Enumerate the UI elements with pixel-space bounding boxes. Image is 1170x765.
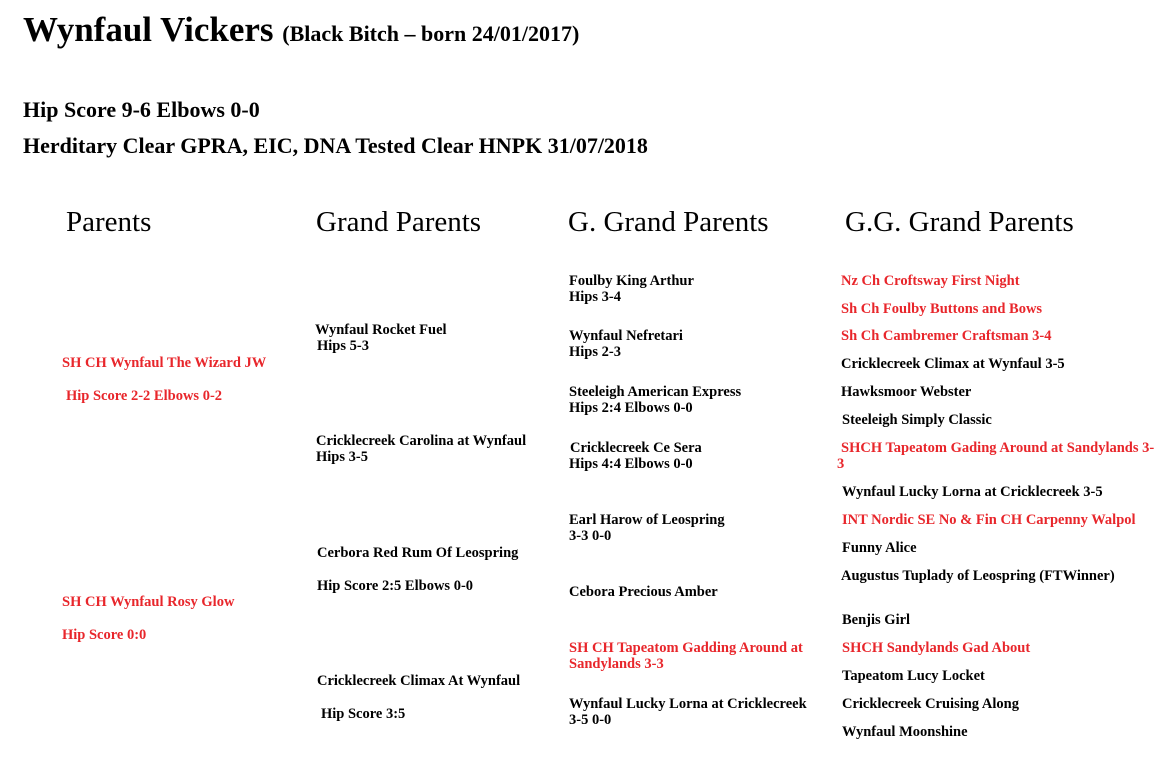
g-grand-parent-1 xyxy=(569,273,694,305)
g-grand-parent-name: Cricklecreek Ce Sera xyxy=(570,440,702,456)
gg-grand-parent-2: Sh Ch Foulby Buttons and Bows xyxy=(841,301,1043,317)
parent-dam-name: SH CH Wynfaul Rosy Glow xyxy=(62,594,235,610)
page-title xyxy=(23,10,579,50)
grand-parent-name: Wynfaul Rocket Fuel xyxy=(315,322,447,338)
gg-grand-parent-6: Steeleigh Simply Classic xyxy=(842,412,992,428)
gg-grand-parent-10: Funny Alice xyxy=(842,540,917,556)
header-parents: Parents xyxy=(66,206,152,238)
parent-dam-detail: Hip Score 0:0 xyxy=(62,627,147,643)
grand-parent-4 xyxy=(317,673,520,722)
g-grand-parent-3 xyxy=(569,384,741,416)
gg-grand-parent-13: SHCH Sandylands Gad About xyxy=(842,640,1031,656)
dog-name: Wynfaul Vickers xyxy=(23,10,274,49)
g-grand-parent-2 xyxy=(569,328,683,360)
grand-parent-detail: Hip Score 3:5 xyxy=(321,706,406,722)
parent-sire-detail: Hip Score 2-2 Elbows 0-2 xyxy=(66,388,223,404)
health-line: Herditary Clear GPRA, EIC, DNA Tested Clear HNPK 31/07/2018 xyxy=(23,133,648,158)
gg-grand-parent-11: Augustus Tuplady of Leospring (FTWinner) xyxy=(841,568,1115,584)
gg-grand-parent-4: Cricklecreek Climax at Wynfaul 3-5 xyxy=(841,356,1065,372)
gg-grand-parent-9: INT Nordic SE No & Fin CH Carpenny Walpol xyxy=(842,512,1136,528)
grand-parent-1 xyxy=(315,322,447,354)
g-grand-parent-6 xyxy=(569,584,718,600)
header-g-grand-parents: G. Grand Parents xyxy=(568,206,769,238)
g-grand-parent-name: Steeleigh American Express xyxy=(569,384,742,400)
gg-grand-parent-14: Tapeatom Lucy Locket xyxy=(842,668,985,684)
hip-score-line: Hip Score 9-6 Elbows 0-0 xyxy=(23,97,260,122)
g-grand-parent-name: Cebora Precious Amber xyxy=(569,584,718,600)
gg-grand-parent-5: Hawksmoor Webster xyxy=(841,384,972,400)
gg-grand-parent-12: Benjis Girl xyxy=(842,612,911,628)
g-grand-parent-detail: Hips 2:4 Elbows 0-0 xyxy=(569,400,693,416)
gg-grand-parent-8: Wynfaul Lucky Lorna at Cricklecreek 3-5 xyxy=(842,484,1103,500)
grand-parent-detail: Hips 3-5 xyxy=(316,449,368,465)
gg-grand-parent-3: Sh Ch Cambremer Craftsman 3-4 xyxy=(841,328,1052,344)
gg-grand-parent-16: Wynfaul Moonshine xyxy=(842,724,968,740)
g-grand-parent-4 xyxy=(569,440,702,472)
grand-parent-2 xyxy=(316,433,526,465)
g-grand-parent-detail: Hips 3-4 xyxy=(569,289,621,305)
header-gg-grand-parents: G.G. Grand Parents xyxy=(845,206,1074,238)
grand-parent-name: Cerbora Red Rum Of Leospring xyxy=(317,545,519,561)
gg-grand-parent-1: Nz Ch Croftsway First Night xyxy=(841,273,1020,289)
grand-parent-3 xyxy=(317,545,518,594)
grand-parent-detail: Hips 5-3 xyxy=(317,338,369,354)
grand-parent-detail: Hip Score 2:5 Elbows 0-0 xyxy=(317,578,474,594)
g-grand-parent-name: Earl Harow of Leospring xyxy=(569,512,725,528)
g-grand-parent-5 xyxy=(569,512,725,544)
parent-sire-name: SH CH Wynfaul The Wizard JW xyxy=(62,355,267,371)
dog-subtitle: (Black Bitch – born 24/01/2017) xyxy=(282,21,580,46)
grand-parent-name: Cricklecreek Climax At Wynfaul xyxy=(317,673,521,689)
gg-grand-parent-15: Cricklecreek Cruising Along xyxy=(842,696,1019,712)
g-grand-parent-detail: 3-3 0-0 xyxy=(569,528,612,544)
g-grand-parent-detail: Hips 2-3 xyxy=(569,344,621,360)
g-grand-parent-8: Wynfaul Lucky Lorna at Cricklecreek 3-5 0-0 xyxy=(569,696,807,728)
g-grand-parent-7: SH CH Tapeatom Gadding Around at Sandylands 3-3 xyxy=(569,640,803,672)
g-grand-parent-detail: Hips 4:4 Elbows 0-0 xyxy=(569,456,693,472)
gg-grand-parent-7: SHCH Tapeatom Gading Around at Sandylands 3-3 xyxy=(837,440,1155,472)
header-grand-parents: Grand Parents xyxy=(316,206,482,238)
g-grand-parent-name: Wynfaul Nefretari xyxy=(569,328,683,344)
g-grand-parent-name: Foulby King Arthur xyxy=(569,273,694,289)
grand-parent-name: Cricklecreek Carolina at Wynfaul xyxy=(316,433,527,449)
